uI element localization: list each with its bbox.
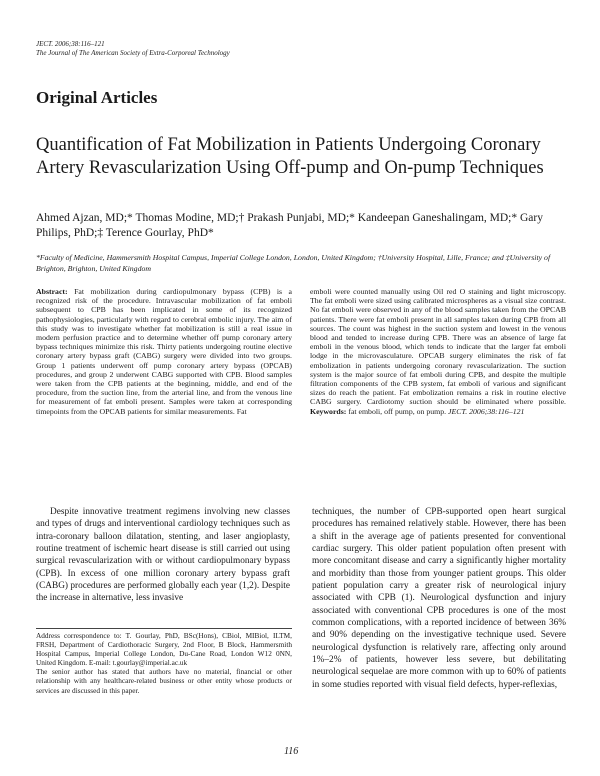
abstract-label: Abstract: [36,287,68,296]
body-column-right [312,506,566,691]
footnotes [36,631,292,695]
correspondence-note: Address correspondence to: T. Gourlay, PhD, BSc(Hons), CBiol, MIBiol, ILTM, FRSH, Department of Cardiothoracic Surgery, 2nd Floor, B Block, Hammersmith Hospital Campus, Imperial College London, Du-Cane Road, London W12 0NN, United Kingdom. E-mail: t.gourlay@imperial.ac.uk [36,631,292,668]
body-paragraph-left: Despite innovative treatment regimens involving new classes and types of drugs and interventional cardiology techniques such as intra-coronary balloon dilatation, stenting, and laser angioplasty, routine treatment of ischemic heart disease is still carried out using surgical revascularization with or without cardiopulmonary bypass (CPB). In excess of one million coronary artery bypass graft (CABG) procedures are performed globally each year (1,2). Despite the increase in alternative, less invasive [36,507,290,604]
section-heading: Original Articles [36,88,158,107]
abstract [36,287,566,484]
article-title: Quantification of Fat Mobilization in Patients Undergoing Coronary Artery Revascularization Using Off-pump and On-pump Techniques [36,135,544,178]
keywords-label: Keywords: [310,406,347,416]
footnote-divider [36,628,292,629]
journal-citation: JECT. 2006;38:116–121 [36,40,105,48]
page-number: 116 [284,746,299,757]
abstract-column-right [310,287,566,416]
disclosure-note: The senior author has stated that authors have no material, financial or other relationship with any healthcare-related business or other entity whose products or services are discussed in this paper. [36,667,292,695]
abstract-citation: JECT. 2006;38:116–121 [448,406,525,416]
abstract-text-left: Fat mobilization during cardiopulmonary bypass (CPB) is a recognized risk of the procedure. Intravascular mobilization of fat emboli subsequent to CPB has been implicated in some of its recognized pathophysiologies, particularly with regard to cerebral embolic injury. The aim of this study was to investigate whether fat mobilization is still a real issue in modern perfusion practice and to determine whether off pump coronary artery bypass techniques minimize this risk. Thirty patients undergoing routine elective coronary artery bypass graft (CABG) surgery were divided into two groups. Group 1 patients underwent off pump coronary artery bypass (OPCAB) procedures, and group 2 underwent CABG supported with CPB. Blood samples were taken from the CPB patients at the beginning, middle, and end of the procedure, from the suction line, from the arterial line, and from the venous line for measurement of fat emboli present. Samples were taken at corresponding timepoints from the OPCAB patients for similar measurements. Fat [36,287,293,416]
author-list: Ahmed Ajzan, MD;* Thomas Modine, MD;† Prakash Punjabi, MD;* Kandeepan Ganeshalingam, MD;* Gary Philips, PhD;‡ Terence Gourlay, PhD* [36,212,543,239]
abstract-text-right: emboli were counted manually using Oil red O staining and light microscopy. The fat emboli were sized using calibrated microspheres as a visual size contrast. No fat emboli were observed in any of the blood samples taken from the OPCAB patients. There were fat emboli present in all samples taken during CPB from all sources. The count was highest in the suction system and lowest in the venous blood and tended to increase during CPB. There was an absence of large fat emboli in the venous blood, which tends to indicate that the larger fat emboli lodge in the microvasculature. OPCAB surgery eliminates the risk of fat embolization in patients undergoing coronary revascularization. The suction system is the major source of fat emboli during CPB, and despite the multiple filtration components of the CPB system, fat emboli of various and significant sizes do reach the patient. Fat embolization remains a risk in routine elective CABG surgery. Cardiotomy suction should be eliminated where possible. [310,287,566,407]
body-column-left [36,506,290,605]
keywords-text: fat emboli, off pump, on pump. [348,406,447,416]
journal-header [36,40,230,58]
abstract-column-left [36,287,292,416]
affiliations: *Faculty of Medicine, Hammersmith Hospital Campus, Imperial College London, London, United Kingdom; †University Hospital, Lille, France; and ‡University of Brighton, Brighton, United Kingdom [36,253,551,273]
journal-name: The Journal of The American Society of Extra-Corporeal Technology [36,49,230,57]
body-paragraph-right: techniques, the number of CPB-supported open heart surgical procedures has remained relatively stable. However, there has been a shift in the average age of patients presented for conventional cardiac surgery. This older patient population often present with more concomitant disease and carry a significantly higher mortality and morbidity than those from younger patient groups. This older patient population carry a greater risk of neurological injury associated with CPB (1). Neurological dysfunction and injury associated with conventional CPB procedures is one of the most common complications, with a reported incidence of between 36% and 90% depending on the investigative technique used. Severe neurological dysfunction is relatively rare, affecting only around 1%–2% of patients, however less severe, but debilitating neurological sequelae are more common with up to 60% of patients in some studies reported with visual field defects, hyper-reflexias, [312,507,566,690]
